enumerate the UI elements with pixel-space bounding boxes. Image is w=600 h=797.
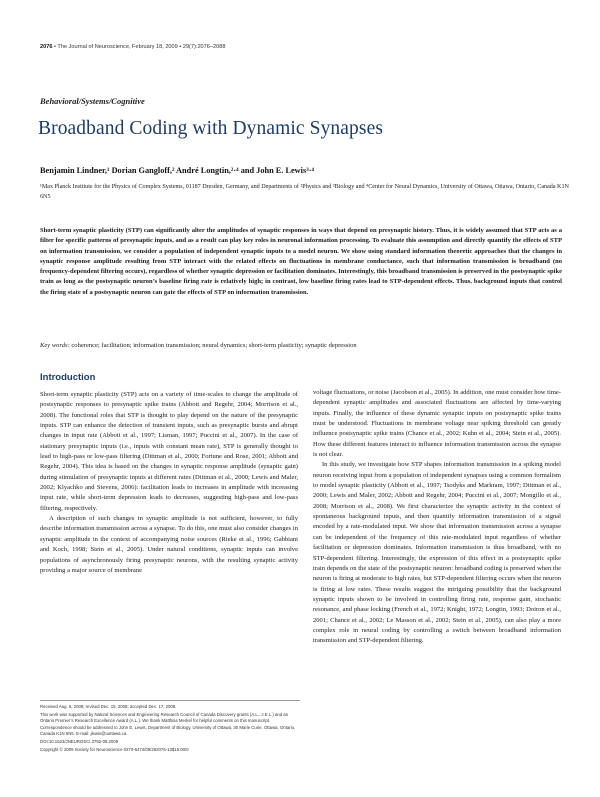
keywords-text: coherence; facilitation; information transmission; neural dynamics; short-term plasticity; synaptic depression [69,342,357,349]
footnote-correspondence: Correspondence should be addressed to John E. Lewis, Department of Biology, University of Ottawa, 30 Marie Curie, Ottawa, Ontario, Canada K1N 6N5. E-mail: jlewis@uottawa.ca. [40,725,296,737]
footnote-received: Received Aug. 5, 2008; revised Dec. 15, 2008; accepted Dec. 17, 2008. [40,704,177,709]
intro-paragraph: A description of such changes in synaptic amplitude is not sufficient, however, to fully describe information transmission across a synapse. To do this, one must also consider changes in synaptic amplitude in the context of accompanying noise sources (Rieke et al., 1996; Gabbiani and Koch, 1998; Stein et al., 2005). Under natural conditions, synaptic inputs can involve populations of asynchronously firing presynaptic neurons, with the resulting synaptic activity providing a major source of membrane [40,515,298,574]
journal-citation: • The Journal of Neuroscience, February 18, 2009 • 29(7):2076–2088 [54,44,226,50]
running-head [40,44,225,50]
footnote-funding: This work was supported by Natural Sciences and Engineering Research Council of Canada Discovery grants (A.L., J.E.L.) and an Ontario Premier’s Research Excellence Award (A.L.). We thank Matthias Merkel for helpful comments on this manuscript. [40,711,289,723]
footnotes [40,700,300,754]
left-column [40,390,298,576]
abstract: Short-term synaptic plasticity (STP) can significantly alter the amplitudes of synaptic responses in ways that depend on presynaptic history. Thus, it is widely assumed that STP acts as a filter for specific patterns of presynaptic inputs, and as a result can play key roles in neuronal information processing. To evaluate this assumption and directly quantify the effects of STP on information transmission, we consider a population of independent synaptic inputs to a model neuron. We show using standard information theoretic approaches that the changes in synaptic response amplitude resulting from STP interact with the related effects on fluctuations in membrane conductance, such that information transmission is broadband (no frequency-dependent filtering occurs), regardless of whether synaptic depression or facilitation dominates. Interestingly, this broadband transmission is preserved in the postsynaptic spike train as long as the postsynaptic neuron’s baseline firing rate is relatively high; in contrast, low baseline firing rates lead to STP-dependent effects. Thus, background inputs that control the firing state of a postsynaptic neuron can gate the effects of STP on information transmission. [40,227,562,296]
intro-paragraph: Short-term synaptic plasticity (STP) acts on a variety of time-scales to change the amplitude of postsynaptic responses to presynaptic spike trains (Abbott and Regehr, 2004; Morrison et al., 2008). The functional roles that STP is thought to play depend on the nature of the presynaptic inputs. STP can enhance the detection of transient inputs, such as presynaptic bursts and abrupt changes in input rate (Abbott et al., 1997; Lisman, 1997; Puccini et al., 2007). In the case of stationary presynaptic inputs (i.e., inputs with constant mean rate), STP is generally thought to lead to high-pass or low-pass filtering (Dittman et al., 2000; Fortune and Rose, 2001; Abbott and Regehr, 2004). This idea is based on the changes in synaptic response amplitude (synaptic gain) during stimulation of presynaptic inputs at different rates (Dittman et al., 2000; Lewis and Maler, 2002; Klyachko and Stevens, 2006): facilitation leads to increases in amplitude with increasing input rate, while short-term depression leads to decreases, suggesting high-pass and low-pass filtering, respectively. [40,391,298,512]
article-title: Broadband Coding with Dynamic Synapses [38,118,384,139]
section-label: Behavioral/Systems/Cognitive [40,96,145,106]
intro-paragraph: In this study, we investigate how STP shapes information transmission in a spiking model neuron receiving input from a population of independent synapses using a common formalism to model synaptic plasticity (Abbott et al., 1997; Tsodyks and Markram, 1997; Dittman et al., 2000; Lewis and Maler, 2002; Abbott and Regehr, 2004; Puccini et al., 2007; Mongillo et al., 2008; Morrison et al., 2008). We first characterize the synaptic activity in the context of spontaneous background inputs, and then quantify information transmission of a signal encoded by a rate-modulated input. We show that information transmission across a synapse can be independent of the frequency of this rate-modulated input regardless of whether facilitation or depression dominates. Information transmission is thus broadband, with no STP-dependent filtering. Interestingly, the expression of this effect in a postsynaptic spike train depends on the state of the postsynaptic neuron: broadband coding is preserved when the neuron is firing at moderate to high rates, but STP-dependent filtering occurs when the neuron is firing at low rates. These results suggest the intriguing possibility that the background synaptic inputs shown to be involved in controlling firing rate, response gain, stochastic resonance, and phase locking (French et al., 1972; Knight, 1972; Longtin, 1993; Doiron et al., 2001; Chance et al., 2002; Le Masson et al., 2002; Stein et al., 2005), can also play a more complex role in neural coding by controlling a switch between broadband information transmission and STP-dependent filtering. [313,461,561,645]
footnote-copyright: Copyright © 2009 Society for Neuroscience 0270-6474/09/292076-13$15.00/0 [40,746,189,752]
affiliations: ¹Max Planck Institute for the Physics of Complex Systems, 01187 Dresden, Germany, and Departments of ²Physics and ³Biology and ⁴Center for Neural Dynamics, University of Ottawa, Ottawa, Ontario, Canada K1N 6N5 [40,184,569,200]
author-list: Benjamin Lindner,¹ Dorian Gangloff,² André Longtin,²·⁴ and John E. Lewis³·⁴ [40,166,314,175]
page-number: 2076 [40,44,53,50]
footnote-divider [40,700,300,701]
introduction-heading: Introduction [40,372,96,383]
keywords-label: Key words: [40,342,70,349]
keywords [40,341,562,351]
right-column [313,388,561,647]
intro-paragraph: voltage fluctuations, or noise (Jacobson et al., 2005). In addition, one must consider how time-dependent synaptic amplitudes and associated fluctuations are affected by time-varying inputs. Finally, the influence of these dynamic synaptic inputs on postsynaptic spike trains must be understood. Fluctuations in membrane voltage near spiking threshold can greatly influence postsynaptic spike trains (Chance et al., 2002; Kuhn et al., 2004; Stein et al., 2005). How these different features interact to influence information transmission across the synapse is not clear. [313,389,561,459]
footnote-doi: DOI:10.1523/JNEUROSCI.3792-08.2009 [40,738,119,744]
